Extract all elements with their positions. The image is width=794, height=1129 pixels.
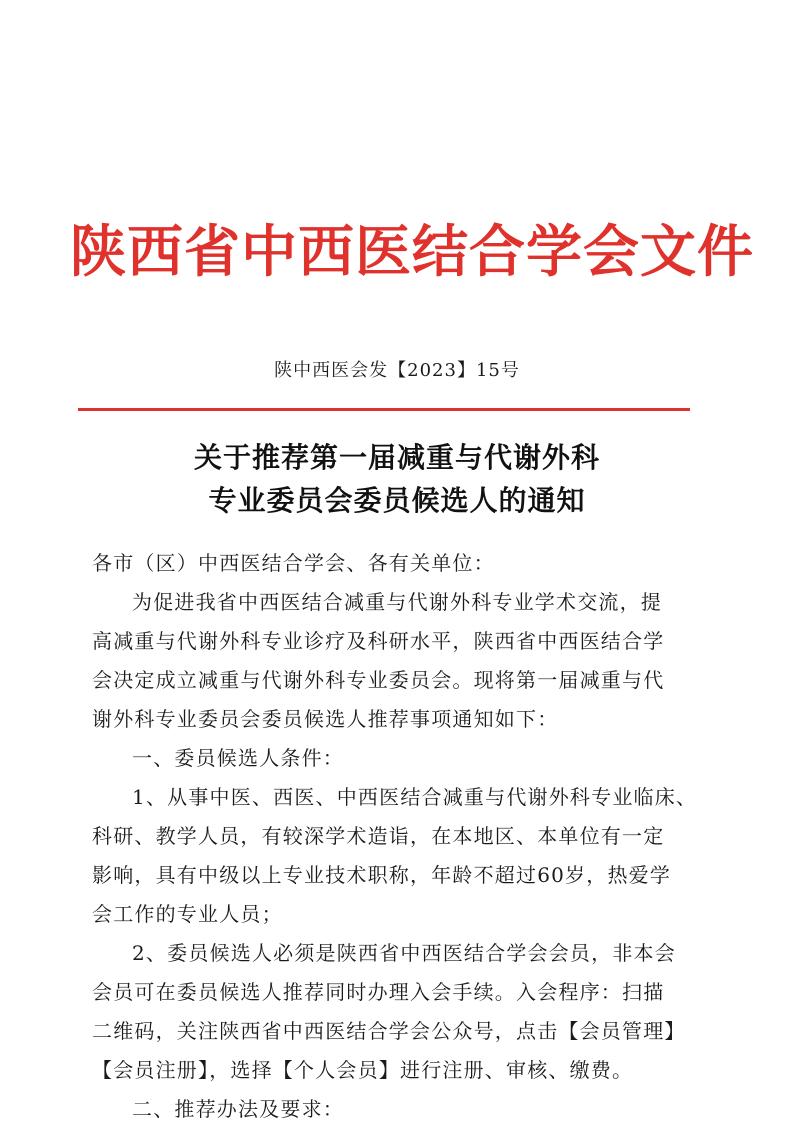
paragraph-line: 高减重与代谢外科专业诊疗及科研水平，陕西省中西医结合学	[92, 629, 665, 653]
notice-body	[92, 544, 704, 1129]
paragraph-line: 科研、教学人员，有较深学术造诣，在本地区、本单位有一定	[92, 824, 665, 848]
section-heading-2: 二、推荐办法及要求：	[132, 1097, 344, 1121]
paragraph-line: 1、从事中医、西医、中西医结合减重与代谢外科专业临床、	[132, 785, 698, 809]
paragraph-line: 为促进我省中西医结合减重与代谢外科专业学术交流，提	[132, 590, 662, 614]
paragraph-line: 会工作的专业人员；	[92, 902, 283, 926]
document-header-title: 陕西省中西医结合学会文件	[70, 219, 754, 285]
red-divider-rule	[78, 408, 690, 411]
paragraph-line: 2、委员候选人必须是陕西省中西医结合学会会员，非本会	[132, 941, 676, 965]
paragraph-line: 会员可在委员候选人推荐同时办理入会手续。入会程序：扫描	[92, 980, 665, 1004]
paragraph-line: 影响，具有中级以上专业技术职称，年龄不超过60岁，热爱学	[92, 863, 672, 887]
section-heading-1: 一、委员候选人条件：	[132, 746, 344, 770]
salutation: 各市（区）中西医结合学会、各有关单位：	[92, 551, 495, 575]
paragraph-line: 【会员注册】，选择【个人会员】进行注册、审核、缴费。	[92, 1058, 634, 1082]
paragraph-line: 谢外科专业委员会委员候选人推荐事项通知如下：	[92, 707, 559, 731]
paragraph-line: 二维码，关注陕西省中西医结合学会公众号，点击【会员管理】	[92, 1019, 686, 1043]
document-number: 陕中西医会发【2023】15号	[274, 360, 520, 381]
paragraph-line: 会决定成立减重与代谢外科专业委员会。现将第一届减重与代	[92, 668, 665, 692]
notice-title-line-2: 专业委员会委员候选人的通知	[208, 484, 586, 517]
notice-title-line-1: 关于推荐第一届减重与代谢外科	[193, 441, 600, 474]
